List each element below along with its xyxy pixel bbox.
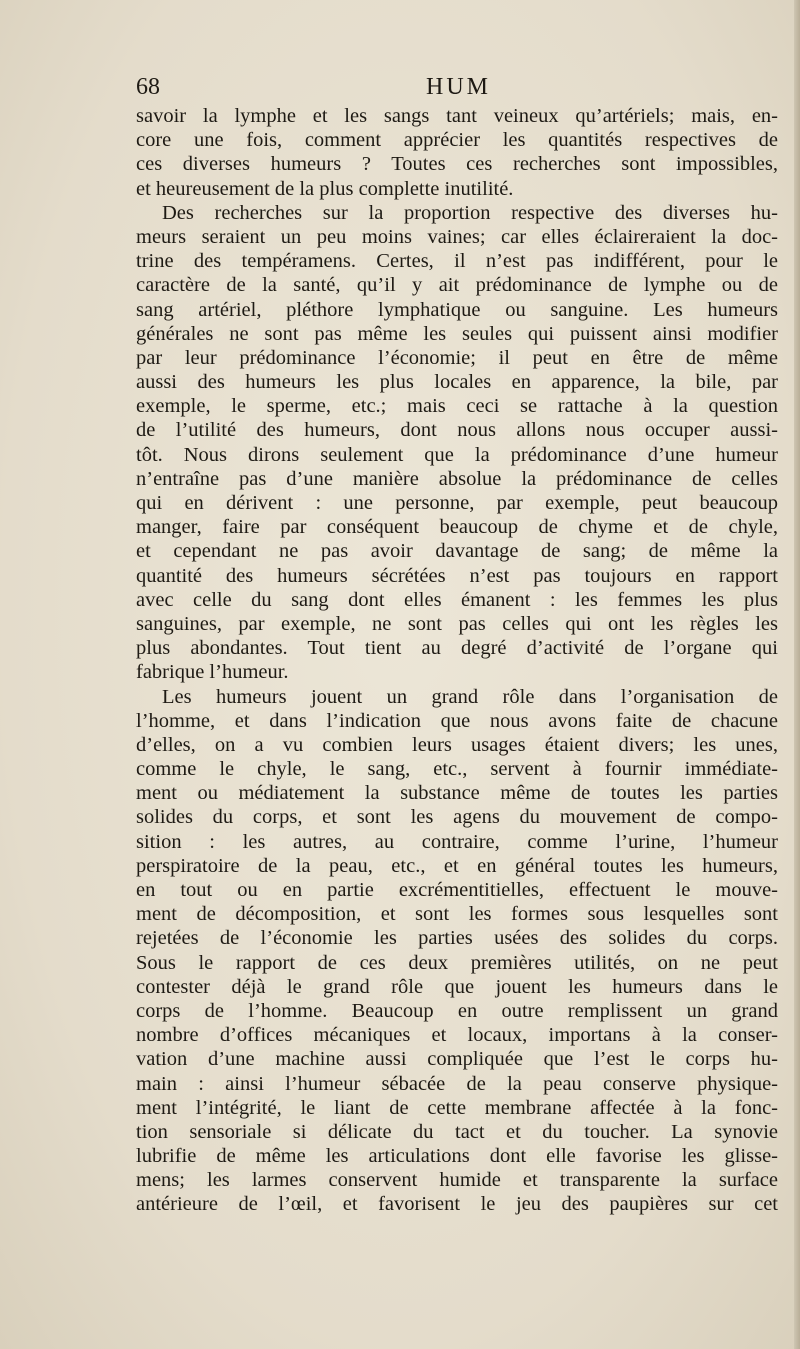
text-line: ces diverses humeurs ? Toutes ces recherches sont impossibles, xyxy=(136,153,778,176)
text-line: Des recherches sur la proportion respective des diverses hu- xyxy=(162,201,778,224)
text-line: Les humeurs jouent un grand rôle dans l’organisation de xyxy=(162,685,778,708)
text-line: ment ou médiatement la substance même de toutes les parties xyxy=(136,782,778,805)
text-line: comme le chyle, le sang, etc., servent à fournir immédiate- xyxy=(136,758,778,781)
text-line: contester déjà le grand rôle que jouent les humeurs dans le xyxy=(136,975,778,998)
text-line: Sous le rapport de ces deux premières utilités, on ne peut xyxy=(136,951,778,974)
text-line: savoir la lymphe et les sangs tant veineux qu’artériels; mais, en- xyxy=(136,105,778,127)
text-line: de l’utilité des humeurs, dont nous allons nous occuper aussi- xyxy=(136,419,778,442)
text-line: aussi des humeurs les plus locales en apparence, la bile, par xyxy=(136,371,778,394)
text-line: mens; les larmes conservent humide et transparente la surface xyxy=(136,1169,778,1192)
text-line: et heureusement de la plus complette inutilité. xyxy=(136,177,514,200)
text-line: ment l’intégrité, le liant de cette membrane affectée à la fonc- xyxy=(136,1096,778,1119)
text-line: main : ainsi l’humeur sébacée de la peau conserve physique- xyxy=(136,1072,778,1095)
text-line: sang artériel, pléthore lymphatique ou sanguine. Les humeurs xyxy=(136,298,778,321)
text-line: par leur prédominance l’économie; il peut en être de même xyxy=(136,346,778,369)
body-text xyxy=(136,104,778,1217)
running-head: HUM xyxy=(426,74,492,100)
text-line: l’homme, et dans l’indication que nous avons faite de chacune xyxy=(136,709,778,732)
text-line: solides du corps, et sont les agens du mouvement de compo- xyxy=(136,806,778,829)
text-line: caractère de la santé, qu’il y ait prédominance de lymphe ou de xyxy=(136,274,778,297)
text-line: n’entraîne pas d’une manière absolue la prédominance de celles xyxy=(136,467,778,490)
text-line: trine des tempéramens. Certes, il n’est pas indifférent, pour le xyxy=(136,250,778,273)
text-line: plus abondantes. Tout tient au degré d’activité de l’organe qui xyxy=(136,637,778,660)
text-line: core une fois, comment apprécier les quantités respectives de xyxy=(136,129,778,152)
text-line: perspiratoire de la peau, etc., et en général toutes les humeurs, xyxy=(136,854,778,877)
text-line: lubrifie de même les articulations dont elle favorise les glisse- xyxy=(136,1145,778,1168)
text-line: d’elles, on a vu combien leurs usages étaient divers; les unes, xyxy=(136,733,778,756)
page-edge xyxy=(794,0,800,1349)
text-line: fabrique l’humeur. xyxy=(136,661,289,684)
text-line: générales ne sont pas même les seules qui puissent ainsi modifier xyxy=(136,322,778,345)
text-line: manger, faire par conséquent beaucoup de chyme et de chyle, xyxy=(136,516,778,539)
text-line: avec celle du sang dont elles émanent : les femmes les plus xyxy=(136,588,778,611)
page-number: 68 xyxy=(136,74,160,100)
text-line: rejetées de l’économie les parties usées des solides du corps. xyxy=(136,927,778,950)
text-line: exemple, le sperme, etc.; mais ceci se rattache à la question xyxy=(136,395,778,418)
page-header xyxy=(136,72,776,102)
text-line: vation d’une machine aussi compliquée que l’est le corps hu- xyxy=(136,1048,778,1071)
text-line: sanguines, par exemple, ne sont pas celles qui ont les règles les xyxy=(136,612,778,635)
text-line: sition : les autres, au contraire, comme l’urine, l’humeur xyxy=(136,830,778,853)
text-line: antérieure de l’œil, et favorisent le jeu des paupières sur cet xyxy=(136,1193,778,1216)
text-line: et cependant ne pas avoir davantage de sang; de même la xyxy=(136,540,778,563)
text-line: corps de l’homme. Beaucoup en outre remplissent un grand xyxy=(136,999,778,1022)
text-line: en tout ou en partie excrémentitielles, effectuent le mouve- xyxy=(136,879,778,901)
text-line: ment de décomposition, et sont les formes sous lesquelles sont xyxy=(136,903,778,926)
text-line: qui en dérivent : une personne, par exemple, peut beaucoup xyxy=(136,492,778,514)
text-line: tion sensoriale si délicate du tact et du toucher. La synovie xyxy=(136,1120,778,1143)
text-line: meurs seraient un peu moins vaines; car elles éclaireraient la doc- xyxy=(136,225,778,248)
text-line: tôt. Nous dirons seulement que la prédominance d’une humeur xyxy=(136,443,778,466)
text-line: quantité des humeurs sécrétées n’est pas toujours en rapport xyxy=(136,564,778,587)
text-line: nombre d’offices mécaniques et locaux, importans à la conser- xyxy=(136,1024,778,1047)
